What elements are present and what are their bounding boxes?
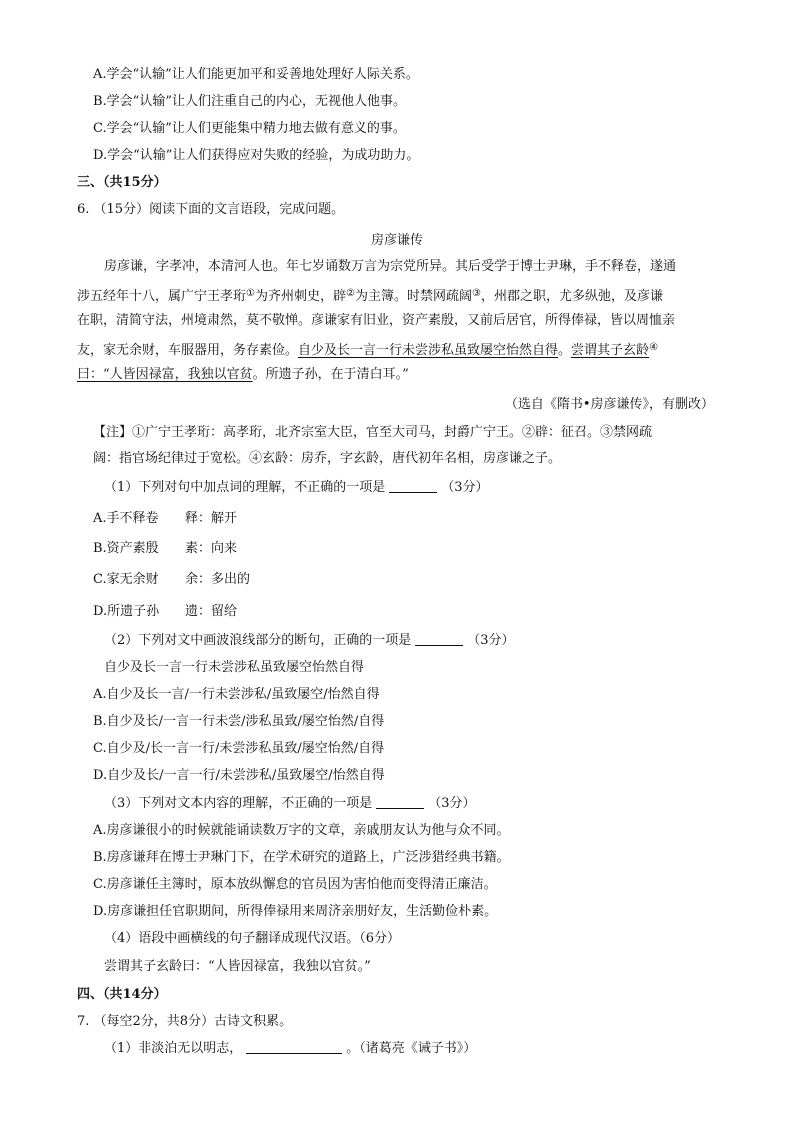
answer-blank[interactable] <box>415 633 463 646</box>
subquestion-prompt: （4）语段中画横线的句子翻译成现代汉语。（6分） <box>104 931 401 946</box>
passage-line: 房彦谦，字孝冲，本清河人也。年七岁诵数万言为宗党所异。其后受学于博士尹琳，手不释卷，遂通 <box>104 259 677 274</box>
option-row: A.手不释卷 释：解开 <box>93 511 238 526</box>
option-d: D.房彦谦担任官职期间，所得俸禄用来周济亲朋好友，生活勤俭朴素。 <box>93 904 498 919</box>
passage-line: 友，家无余财，车服器用，务存素俭。自少及长一言一行未尝涉私虽致屡空怡然自得。尝谓其子玄龄④ <box>77 342 659 358</box>
option-a: A.自少及长一言/一行未尝涉私/虽致屡空/怡然自得 <box>93 687 380 702</box>
option-a: A.学会“认输”让人们能更加平和妥善地处理好人际关系。 <box>93 67 419 82</box>
option-c: C.房彦谦任主簿时，原本放纵懈怠的官员因为害怕他而变得清正廉洁。 <box>93 877 497 892</box>
option-row: B.资产素殷 素：向来 <box>93 541 238 556</box>
passage-note: 阔：指官场纪律过于宽松。④玄龄：房乔，字玄龄，唐代初年名相，房彦谦之子。 <box>93 451 562 466</box>
option-b: B.学会“认输”让人们注重自己的内心，无视他人他事。 <box>93 94 406 109</box>
underlined-sentence: 曰：“人皆因禄富，我独以官贫 <box>77 367 253 382</box>
passage-line: 曰：“人皆因禄富，我独以官贫。所遗子孙，在于清白耳。” <box>77 367 409 382</box>
question-prompt: 7. （每空2分，共8分）古诗文积累。 <box>77 1014 293 1029</box>
subquestion-prompt: （2）下列对文中画波浪线部分的断句，正确的一项是 （3分） <box>104 633 515 648</box>
option-b: B.房彦谦拜在博士尹琳门下，在学术研究的道路上，广泛涉猎经典书籍。 <box>93 850 510 865</box>
subquestion-prompt: （3）下列对文本内容的理解，不正确的一项是 （3分） <box>104 796 476 811</box>
option-c: C.自少及/长一言一行/未尝涉私虽致/屡空怡然/自得 <box>93 741 385 756</box>
sentence-to-translate: 尝谓其子玄龄曰：“人皆因禄富，我独以官贫。” <box>104 959 371 974</box>
option-a: A.房彦谦很小的时候就能诵读数万字的文章，亲戚朋友认为他与众不同。 <box>93 823 510 838</box>
question-prompt: 6. （15分）阅读下面的文言语段，完成问题。 <box>77 202 345 217</box>
option-d: D.自少及长/一言一行/未尝涉私/虽致屡空/怡然自得 <box>93 768 385 783</box>
underlined-sentence: 尝谓其子玄龄 <box>571 343 650 358</box>
option-c: C.学会“认输”让人们更能集中精力地去做有意义的事。 <box>93 121 406 136</box>
answer-blank[interactable] <box>376 796 424 809</box>
passage-title: 房彦谦传 <box>370 233 423 248</box>
option-d: D.学会“认输”让人们获得应对失败的经验，为成功助力。 <box>93 148 420 163</box>
wavy-underlined-sentence: 自少及长一言一行未尝涉私虽致屡空怡然自得 <box>298 343 559 358</box>
subquestion-prompt: （1）下列对句中加点词的理解，不正确的一项是 （3分） <box>104 480 489 495</box>
section-heading: 三、（共15分） <box>77 175 167 190</box>
passage-note: 【注】①广宁王孝珩：高孝珩，北齐宗室大臣，官至大司马，封爵广宁王。②辟：征召。③禁网疏 <box>93 425 653 440</box>
option-row: C.家无余财 余：多出的 <box>93 572 251 587</box>
sentence-to-punctuate: 自少及长一言一行未尝涉私虽致屡空怡然自得 <box>104 660 365 675</box>
fill-in-line: （1）非淡泊无以明志， 。（诸葛亮《诫子书》） <box>104 1041 477 1056</box>
passage-source: （选自《隋书•房彦谦传》，有删改） <box>504 397 714 412</box>
answer-blank[interactable] <box>389 480 437 493</box>
section-heading: 四、（共14分） <box>77 987 167 1002</box>
option-row: D.所遗子孙 遗：留给 <box>93 604 238 619</box>
answer-blank[interactable] <box>246 1041 342 1054</box>
passage-line: 在职，清简守法，州境肃然，莫不敬惮。彦谦家有旧业，资产素殷，又前后居官，所得俸禄，皆以周恤亲 <box>77 313 676 328</box>
passage-line: 涉五经年十八，属广宁王孝珩①为齐州刺史，辟②为主簿。时禁网疏阔③，州郡之职，尤多纵弛，及彦谦 <box>77 288 663 304</box>
option-b: B.自少及长/一言一行未尝/涉私虽致/屡空怡然/自得 <box>93 714 385 729</box>
